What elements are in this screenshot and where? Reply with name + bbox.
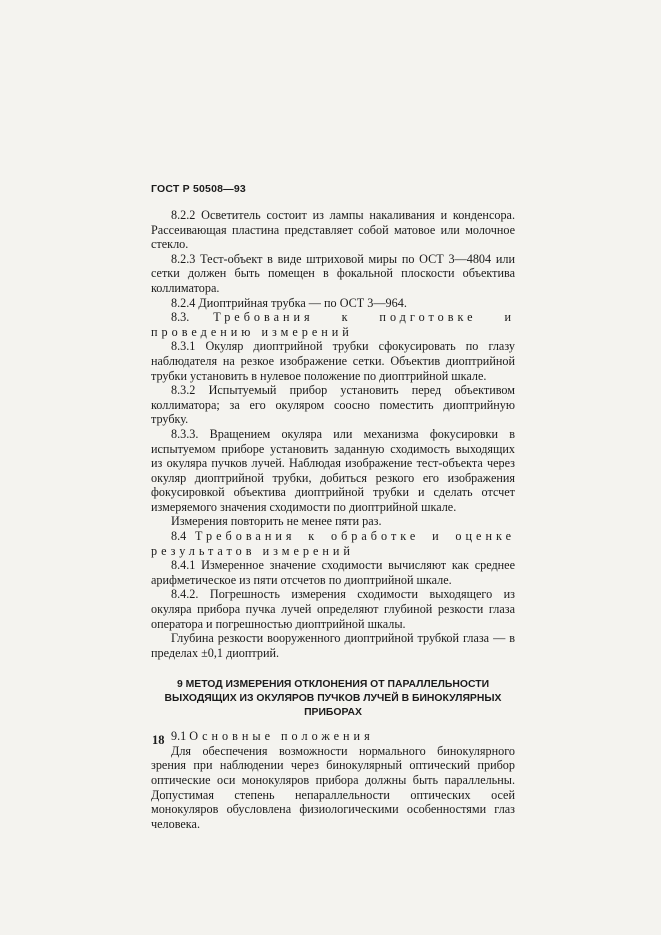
- section-number: 8.4: [171, 529, 196, 544]
- section-heading-8-3: [151, 310, 515, 339]
- heading-line: ПРИБОРАХ: [304, 706, 362, 718]
- section-heading-9-1: [151, 729, 515, 744]
- paragraph-8-4-2: 8.4.2. Погрешность измерения сходимости выходящего из окуляра прибора пучка лучей определяют глубиной резкости глаза оператора и погрешностью диоптрийной шкалы.: [151, 587, 515, 631]
- section-heading-9: [151, 678, 515, 719]
- paragraph-8-2-4: 8.2.4 Диоптрийная трубка — по ОСТ 3—964.: [171, 295, 407, 310]
- paragraph-8-2-3: 8.2.3 Тест-объект в виде штриховой миры по ОСТ 3—4804 или сетки должен быть помещен в фокальной плоскости объектива коллиматора.: [151, 251, 515, 295]
- page-body: [151, 208, 515, 831]
- paragraph-8-3-2: 8.3.2 Испытуемый прибор установить перед объективом коллиматора; за его окуляром соосно поместить диоптрийную трубку.: [151, 383, 515, 427]
- section-title: Требования к подготовке и проведению измерений: [151, 310, 516, 339]
- paragraph-8-2-2: 8.2.2 Осветитель состоит из лампы накаливания и конденсора. Рассеивающая пластина представляет собой матовое или молочное стекло.: [151, 208, 515, 252]
- page-number: 18: [152, 733, 165, 747]
- section-title: Основные положения: [189, 729, 374, 744]
- paragraph-8-4-1: 8.4.1 Измеренное значение сходимости вычисляют как среднее арифметическое из пяти отсчетов по диоптрийной шкале.: [151, 558, 515, 587]
- paragraph-9-1: Для обеспечения возможности нормального бинокулярного зрения при наблюдении через бинокулярный оптический прибор оптические оси монокуляров прибора должны быть параллельны. Допустимая степень непараллельности оптических осей монокуляров обусловлена физиологическими особенностями глаз человека.: [151, 743, 515, 831]
- section-number: 9.1: [171, 729, 190, 744]
- paragraph-8-3-3: 8.3.3. Вращением окуляра или механизма фокусировки в испытуемом приборе установить заданную сходимость выходящих из окуляра пучков лучей. Наблюдая изображение тест-объекта через окуляр диоптрийной трубки, добиться резкого его изображения фокусировкой объектива диоптрийной трубки и сделать отсчет измеряемого значения сходимости по диоптрийной шкале.: [151, 426, 515, 514]
- section-heading-8-4: [151, 529, 515, 558]
- paragraph-repeat-note: Измерения повторить не менее пяти раз.: [171, 514, 382, 529]
- paragraph-8-3-1: 8.3.1 Окуляр диоптрийной трубки сфокусировать по глазу наблюдателя на резкое изображение сетки. Объектив диоптрийной трубки установить в нулевое положение по диоптрийной шкале.: [151, 339, 515, 383]
- paragraph-depth-of-field: Глубина резкости вооруженного диоптрийной трубкой глаза — в пределах ±0,1 диоптрий.: [151, 631, 515, 660]
- section-number: 8.3.: [171, 310, 214, 325]
- heading-line: ВЫХОДЯЩИХ ИЗ ОКУЛЯРОВ ПУЧКОВ ЛУЧЕЙ В БИНОКУЛЯРНЫХ: [164, 693, 502, 704]
- section-title: Требования к обработке и оценке результатов измерений: [151, 529, 516, 558]
- heading-line: 9 МЕТОД ИЗМЕРЕНИЯ ОТКЛОНЕНИЯ ОТ ПАРАЛЛЕЛЬНОСТИ: [176, 679, 490, 691]
- document-header: ГОСТ Р 50508—93: [151, 183, 246, 195]
